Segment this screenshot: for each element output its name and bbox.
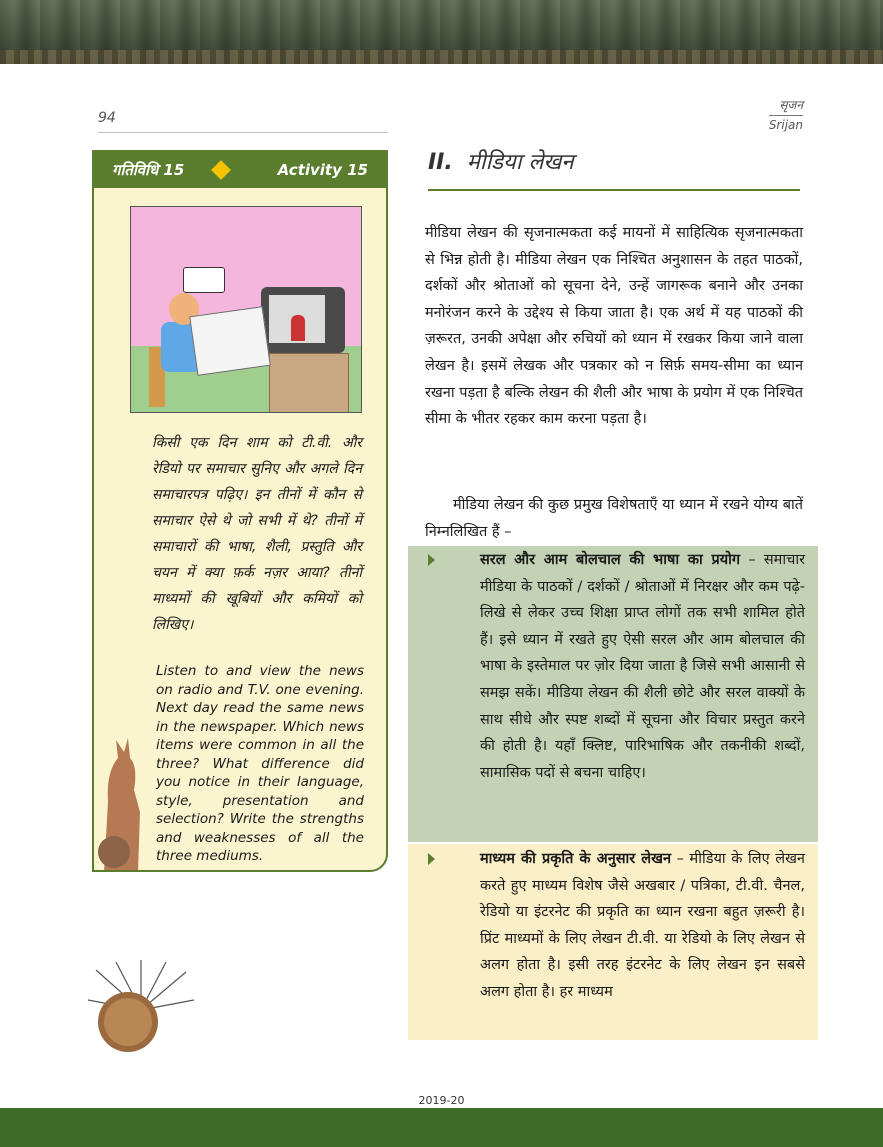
header-rule bbox=[98, 132, 388, 133]
point-1-body: – समाचार मीडिया के पाठकों / दर्शकों / श्रोताओं में निरक्षर और कम पढ़े-लिखे से लेकर उच्च शिक्षा प्राप्त लोगों तक सभी शामिल होते हैं। इसे ध्यान में रखते हुए ऐसी सरल और आम बोलचाल की भाषा के इस्तेमाल पर ज़ोर दिया जाता है जिसे सभी आसानी से समझ सकें। मीडिया लेखन की शैली छोटे और सरल वाक्यों के साथ सीधे और स्पष्ट शब्दों में सूचना और विचार प्रस्तुत करने की होती है। यहाँ क्लिष्ट, पारिभाषिक और तकनीकी शब्दों, सामासिक पदों से बचना चाहिए। bbox=[480, 552, 806, 781]
decorative-banner bbox=[0, 0, 883, 64]
newspaper-icon bbox=[189, 306, 271, 376]
tv-cabinet bbox=[269, 353, 349, 413]
bullet-icon bbox=[428, 853, 435, 865]
activity-label-english: Activity 15 bbox=[277, 161, 368, 179]
book-title bbox=[769, 96, 803, 132]
book-title-hindi: सृजन bbox=[779, 98, 803, 112]
activity-header bbox=[94, 152, 386, 188]
activity-box bbox=[92, 150, 388, 872]
television-icon bbox=[261, 287, 345, 353]
section-heading: मीडिया लेखन bbox=[466, 150, 574, 175]
point-2-body: – मीडिया के लिए लेखन करते हुए माध्यम विशेष जैसे अखबार / पत्रिका, टी.वी. चैनल, रेडियो या इंटरनेट की प्रकृति का ध्यान रखना बहुत ज़रूरी है। प्रिंट माध्यमों के लिए लेखन टी.वी. या रेडियो के लिए लेखन से अलग होता है। इसी तरह इंटरनेट के लिए लेखन इन सबसे अलग होता है। हर माध्यम bbox=[480, 851, 805, 1000]
paragraph-1: मीडिया लेखन की सृजनात्मकता कई मायनों में साहित्यिक सृजनात्मकता से भिन्न होती है। मीडिया लेखन एक निश्चित अनुशासन के तहत पाठकों, दर्शकों और श्रोताओं को सूचना देने, उन्हें जागरूक बनाने और उनका मनोरंजन करने के उद्देश्य से किया जाता है। एक अर्थ में यह पाठकों की ज़रूरत, उनकी अपेक्षा और रुचियों को ध्यान में रखकर किया जाने वाला लेखन है। इसमें लेखक और पत्रकार को न सिर्फ़ समय-सीमा का ध्यान रखना पड़ता है बल्कि लेखन की शैली और भाषा के प्रयोग में एक निश्चित सीमा के भीतर रहकर काम करना पड़ता है। bbox=[425, 225, 803, 428]
book-title-english: Srijan bbox=[769, 115, 803, 132]
point-2-text bbox=[480, 846, 805, 1006]
page-number: 94 bbox=[98, 110, 116, 126]
point-1-text bbox=[480, 547, 805, 786]
point-1-heading: सरल और आम बोलचाल की भाषा का प्रयोग bbox=[480, 552, 741, 568]
bottom-bar bbox=[0, 1108, 883, 1147]
footer-year: 2019-20 bbox=[418, 1094, 465, 1107]
activity-text-hindi: किसी एक दिन शाम को टी.वी. और रेडियो पर समाचार सुनिए और अगले दिन समाचारपत्र पढ़िए। इन तीनों में कौन से समाचार ऐसे थे जो सभी में थे? तीनों में समाचारों की भाषा, शैली, प्रस्तुति और चयन में क्या फ़र्क नज़र आया? तीनों माध्यमों की खूबियों और कमियों को लिखिए। bbox=[152, 435, 362, 633]
activity-label-hindi: गतिविधि 15 bbox=[112, 161, 185, 179]
section-title bbox=[428, 146, 574, 176]
diamond-icon bbox=[211, 160, 231, 180]
sun-ornament-image bbox=[86, 960, 196, 1060]
activity-text-english: Listen to and view the news on radio and T.V. one evening. Next day read the same news in the newspaper. Which news items were common in all the three? What difference did you notice in their language, style, presentation and selection? Write the strengths and weaknesses of all the three mediums. bbox=[156, 663, 364, 864]
paragraph-2: मीडिया लेखन की कुछ प्रमुख विशेषताएँ या ध्यान में रखने योग्य बातें निम्नलिखित हैं – bbox=[425, 497, 803, 540]
point-box-2 bbox=[408, 844, 818, 1040]
section-rule bbox=[428, 189, 800, 191]
news-anchor-figure bbox=[291, 315, 305, 341]
point-box-1 bbox=[408, 546, 818, 842]
point-2-heading: माध्यम की प्रकृति के अनुसार लेखन bbox=[480, 851, 672, 867]
tv-screen bbox=[269, 295, 325, 343]
bullet-icon bbox=[428, 554, 435, 566]
section-number: II. bbox=[428, 150, 453, 175]
news-reader-illustration bbox=[130, 206, 362, 413]
radio-icon bbox=[183, 267, 225, 293]
terracotta-horse-image bbox=[94, 732, 154, 872]
